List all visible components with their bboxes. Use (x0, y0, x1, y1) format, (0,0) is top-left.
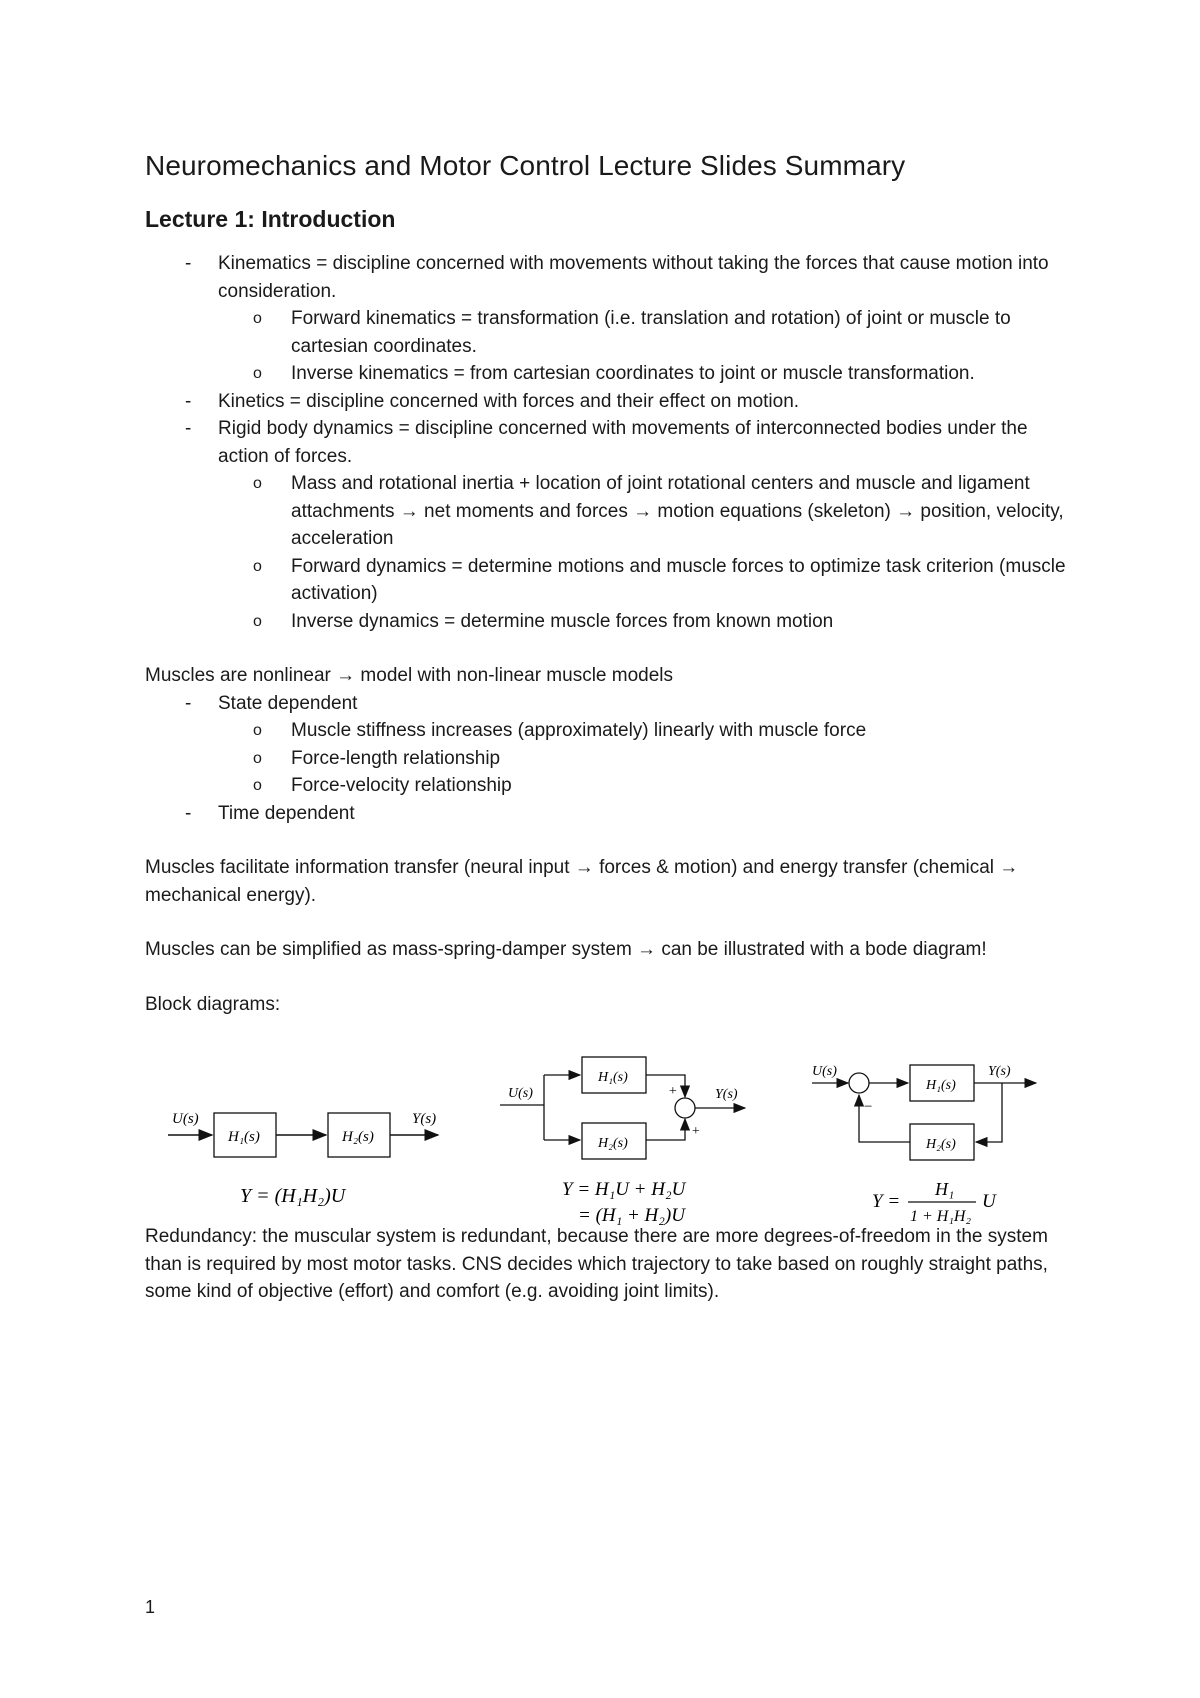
list-item-text: Kinetics = discipline concerned with forces and their effect on motion. (218, 390, 800, 412)
list-item-text: Rigid body dynamics = discipline concerned with movements of interconnected bodies under the action of forces. (218, 418, 1028, 467)
sub-item-text: Forward dynamics = determine motions and muscle forces to optimize task criterion (muscle activation) (291, 555, 1066, 604)
sub-item (218, 305, 1075, 360)
series-equation: Y = (H₁H₂)U (240, 1185, 346, 1207)
parallel-upper-return (646, 1075, 685, 1097)
sub-item (218, 360, 1075, 388)
list-item-rigid-body-dynamics (145, 415, 1075, 635)
parallel-equation-line-2: = (H₁ + H₂)U (578, 1205, 685, 1226)
paragraph-gap (145, 635, 1075, 662)
dash-marker: - (185, 692, 192, 714)
paragraph-simplified: Muscles can be simplified as mass-spring-damper system → can be illustrated with a bode diagram! (145, 939, 987, 960)
parallel-diagram (500, 1057, 745, 1226)
feedback-output-label: Y(s) (988, 1064, 1011, 1079)
parallel-equation-line-1: Y = H₁U + H₂U (562, 1179, 686, 1200)
sub-item-text: Inverse kinematics = from cartesian coordinates to joint or muscle transformation. (291, 363, 975, 384)
sub-item-text: Inverse dynamics = determine muscle forces from known motion (291, 610, 834, 632)
series-output-label: Y(s) (412, 1111, 437, 1127)
paragraph-gap (145, 909, 1075, 936)
series-input-label: U(s) (172, 1111, 199, 1127)
parallel-block-1-label: H₁(s) (598, 1070, 628, 1085)
sub-item (218, 608, 1075, 636)
sub-item-text: Force-length relationship (291, 747, 501, 769)
bullet-list-definitions (145, 250, 1075, 635)
series-block-2-label: H₂(s) (342, 1129, 374, 1145)
series-block-1-label: H₁(s) (228, 1129, 260, 1145)
circle-marker: o (253, 557, 262, 575)
parallel-lower-return (646, 1119, 685, 1140)
sub-item-text: Muscle stiffness increases (approximately) linearly with muscle force (291, 720, 867, 741)
feedback-block-1-label: H₁(s) (926, 1078, 956, 1093)
series-diagram (168, 1111, 438, 1207)
lecture-heading: Lecture 1: Introduction (145, 206, 396, 232)
sub-list (218, 717, 1075, 800)
block-diagrams-svg (150, 1035, 1070, 1235)
sub-list (218, 305, 1075, 388)
sub-item (218, 772, 1075, 800)
sub-item (218, 745, 1075, 773)
parallel-sign-1: + (668, 1084, 678, 1099)
list-item-text: State dependent (218, 692, 358, 714)
block-diagrams-label: Block diagrams: (145, 993, 281, 1015)
parallel-summing-junction (675, 1098, 695, 1118)
parallel-output-label: Y(s) (715, 1087, 738, 1102)
feedback-summing-junction (849, 1073, 869, 1093)
parallel-input-label: U(s) (508, 1086, 533, 1101)
sub-item (218, 553, 1075, 608)
paragraph-transfer: Muscles facilitate information transfer (neural input → forces & motion) and energy transfer (chemical → mechanical energy). (145, 857, 1019, 906)
page-number: 1 (145, 1597, 156, 1617)
feedback-sign: − (863, 1099, 874, 1115)
paragraph-nonlinear: Muscles are nonlinear → model with non-linear muscle models (145, 665, 674, 686)
feedback-eq-denominator: 1 + H₁H₂ (910, 1208, 972, 1225)
list-item-text: Time dependent (218, 802, 355, 824)
circle-marker: o (253, 365, 262, 382)
circle-marker: o (253, 612, 262, 630)
parallel-sign-2: + (691, 1124, 701, 1139)
feedback-block-2-label: H₂(s) (926, 1137, 956, 1152)
paragraph-redundancy: Redundancy: the muscular system is redundant, because there are more degrees-of-freedom in the system than is required by most motor tasks. CNS decides which trajectory to take based on roughly straight paths, some kind of objective (effort) and comfort (e.g. avoiding joint limits). (145, 1226, 1048, 1302)
sub-item (218, 717, 1075, 745)
block-diagrams-figure (150, 1035, 1070, 1235)
feedback-return-line (976, 1083, 1002, 1142)
document-title: Neuromechanics and Motor Control Lecture Slides Summary (145, 150, 906, 181)
feedback-eq-lhs: Y = (872, 1191, 901, 1212)
paragraph-gap (145, 964, 1075, 991)
list-item-kinetics (145, 388, 1075, 416)
list-item-kinematics (145, 250, 1075, 388)
circle-marker: o (253, 722, 262, 739)
paragraph-gap (145, 827, 1075, 854)
dash-marker: - (185, 253, 192, 274)
dash-marker: - (185, 390, 192, 412)
feedback-eq-rhs: U (982, 1191, 996, 1212)
list-item-state-dependent (145, 690, 1075, 800)
feedback-eq-numerator: H₁ (935, 1179, 955, 1199)
feedback-diagram (812, 1064, 1036, 1225)
circle-marker: o (253, 475, 262, 492)
sub-item-text: Force-velocity relationship (291, 775, 512, 796)
parallel-block-2-label: H₂(s) (598, 1136, 628, 1151)
circle-marker: o (253, 310, 262, 327)
list-item-text: Kinematics = discipline concerned with movements without taking the forces that cause motion into consideration. (218, 253, 1049, 302)
feedback-input-label: U(s) (812, 1064, 837, 1079)
sub-item (218, 470, 1075, 553)
dash-marker: - (185, 802, 192, 824)
bullet-list-dependence (145, 690, 1075, 828)
dash-marker: - (185, 418, 192, 439)
sub-list (218, 470, 1075, 635)
sub-item-text: Mass and rotational inertia + location of joint rotational centers and muscle and ligament attachments → net moments and forces → motion equations (skeleton) → position, velocity, acceleration (291, 473, 1064, 549)
circle-marker: o (253, 749, 262, 767)
circle-marker: o (253, 777, 262, 794)
sub-item-text: Forward kinematics = transformation (i.e. translation and rotation) of joint or muscle to cartesian coordinates. (291, 308, 1011, 357)
list-item-time-dependent (145, 800, 1075, 828)
